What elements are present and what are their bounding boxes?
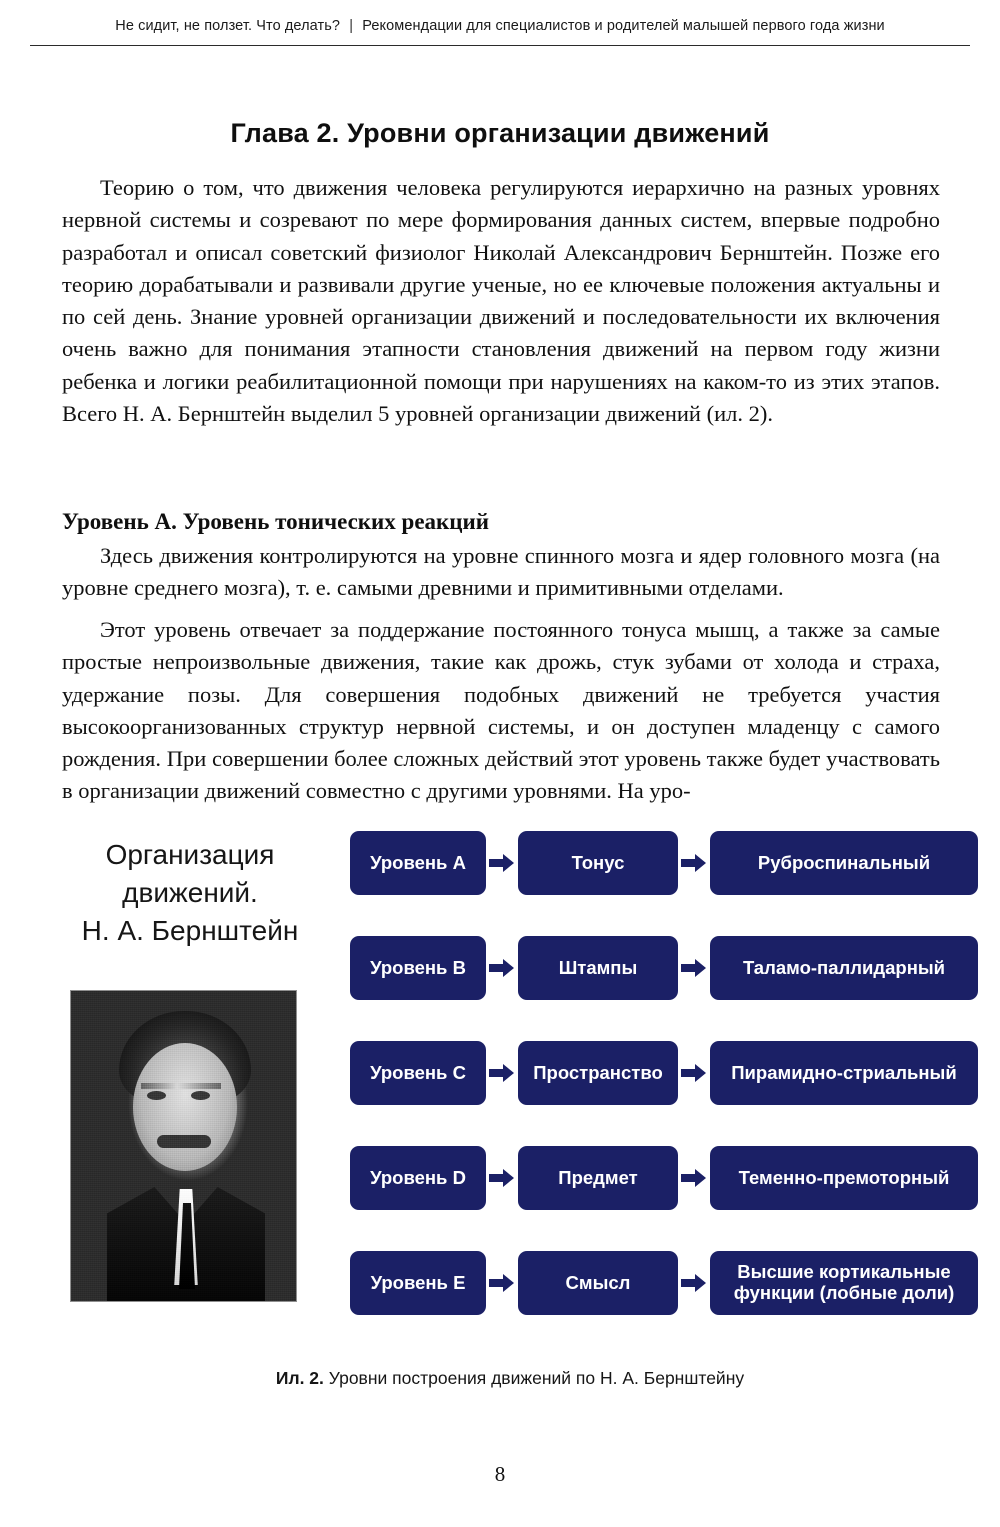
- figure-heading-line-3: Н. А. Бернштейн: [81, 915, 299, 946]
- figure-heading-line-2: движений.: [122, 877, 258, 908]
- portrait-grain-overlay: [71, 991, 296, 1301]
- levels-diagram: [350, 830, 980, 1350]
- figure-heading: [40, 830, 340, 950]
- level-a-paragraph-2-block: [62, 614, 940, 808]
- arrow-right-icon: [486, 831, 518, 895]
- structure-box: Руброспинальный: [710, 831, 978, 895]
- diagram-row: [350, 1250, 980, 1316]
- level-a-paragraph-1: Здесь движения контролируются на уровне спинного мозга и ядер головного мозга (на уровне среднего мозга), т. е. самыми древними и примитивными отделами.: [62, 543, 940, 601]
- diagram-row: [350, 935, 980, 1001]
- structure-box: Высшие кортикальные функции (лобные доли): [710, 1251, 978, 1315]
- running-head-separator: |: [349, 18, 354, 34]
- diagram-row: [350, 830, 980, 896]
- level-box: Уровень A: [350, 831, 486, 895]
- section-subheading: Уровень А. Уровень тонических реакций: [62, 509, 490, 534]
- level-box: Уровень C: [350, 1041, 486, 1105]
- figure-caption: [40, 1368, 980, 1389]
- figure-2: [40, 830, 980, 1350]
- level-box: Уровень E: [350, 1251, 486, 1315]
- figure-caption-label: Ил. 2.: [275, 1368, 324, 1388]
- page-number: 8: [494, 1462, 506, 1486]
- running-head-left: Не сидит, не ползет. Что делать?: [115, 18, 341, 34]
- level-a-paragraph-2: Этот уровень отвечает за поддержание постоянного тонуса мышц, а также за самые простые непроизвольные движения, такие как дрожь, стук зубами от холода и страха, удержание позы. Для совершения подобных движений не требуется участия высокоорганизованных структур нервной системы, и он доступен младенцу с самого рождения. При совершении более сложных действий этот уровень также будет участвовать в организации движений совместно с другими уровнями. На уро-: [62, 617, 940, 804]
- arrow-right-icon: [678, 1251, 710, 1315]
- arrow-right-icon: [486, 1146, 518, 1210]
- intro-paragraph: Теорию о том, что движения человека регулируются иерархично на разных уровнях нервной системы и созревают по мере формирования данных систем, впервые подробно разработал и описал советский физиолог Николай Александрович Бернштейн. Позже его теорию дорабатывали и развивали другие ученые, но ее ключевые положения актуальны и по сей день. Знание уровней организации движений и последовательности их включения очень важно для понимания этапности становления движений на первом году жизни ребенка и логики реабилитационной помощи при нарушениях на каком-то из этих этапов. Всего Н. А. Бернштейн выделил 5 уровней организации движений (ил. 2).: [62, 175, 940, 427]
- diagram-row: [350, 1040, 980, 1106]
- level-box: Уровень D: [350, 1146, 486, 1210]
- arrow-right-icon: [678, 1041, 710, 1105]
- level-box: Уровень B: [350, 936, 486, 1000]
- bernstein-portrait-photo: [70, 990, 297, 1302]
- feature-box: Предмет: [518, 1146, 678, 1210]
- level-a-paragraph-1-block: [62, 540, 940, 605]
- structure-box: Таламо-паллидарный: [710, 936, 978, 1000]
- figure-left-column: [40, 830, 340, 1350]
- chapter-title: Глава 2. Уровни организации движений: [230, 118, 770, 149]
- feature-box: Пространство: [518, 1041, 678, 1105]
- arrow-right-icon: [486, 1251, 518, 1315]
- running-head: [0, 18, 1000, 34]
- arrow-right-icon: [678, 1146, 710, 1210]
- figure-caption-text: Уровни построения движений по Н. А. Бернштейну: [323, 1368, 745, 1388]
- arrow-right-icon: [486, 936, 518, 1000]
- structure-box: Теменно-премоторный: [710, 1146, 978, 1210]
- feature-box: Тонус: [518, 831, 678, 895]
- feature-box: Смысл: [518, 1251, 678, 1315]
- intro-paragraph-block: [62, 172, 940, 430]
- arrow-right-icon: [678, 936, 710, 1000]
- figure-heading-line-1: Организация: [105, 839, 275, 870]
- diagram-row: [350, 1145, 980, 1211]
- header-divider: [30, 45, 970, 46]
- structure-box: Пирамидно-стриальный: [710, 1041, 978, 1105]
- arrow-right-icon: [486, 1041, 518, 1105]
- arrow-right-icon: [678, 831, 710, 895]
- feature-box: Штампы: [518, 936, 678, 1000]
- running-head-right: Рекомендации для специалистов и родителей малышей первого года жизни: [362, 18, 885, 34]
